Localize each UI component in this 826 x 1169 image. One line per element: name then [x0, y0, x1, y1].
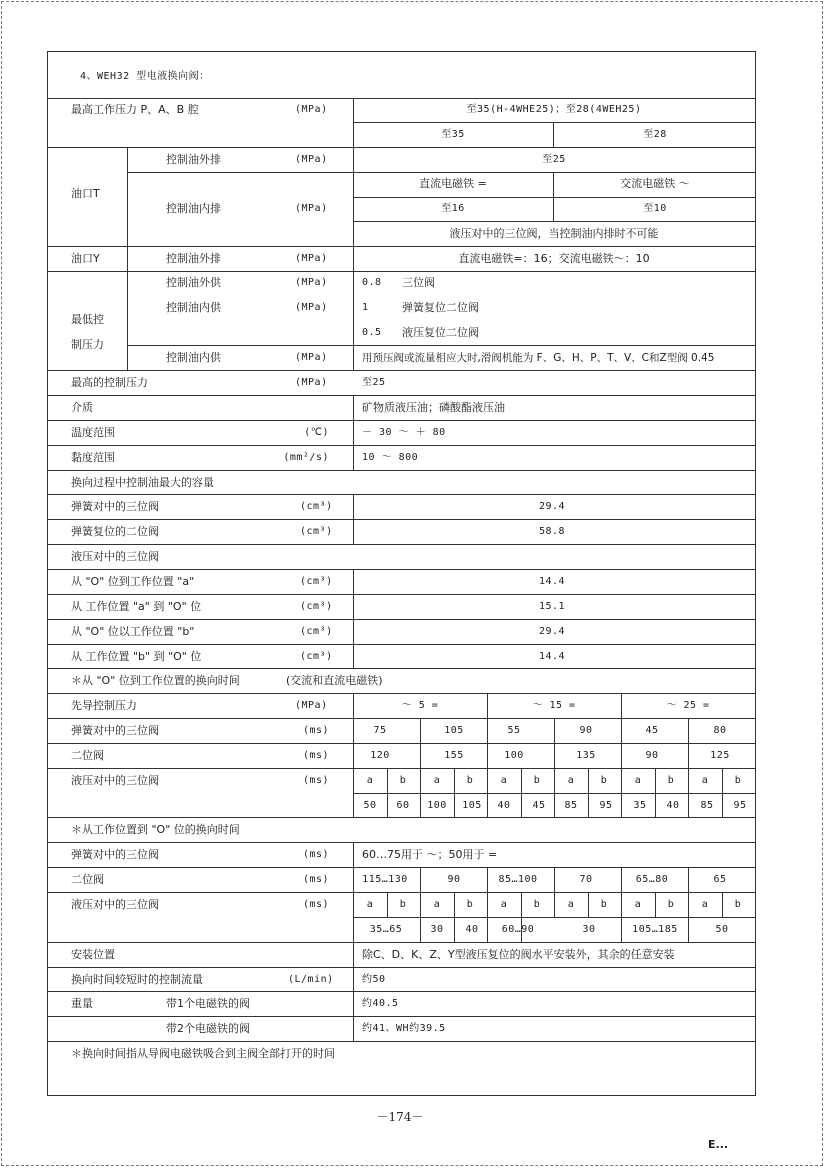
- ab-label: a: [634, 899, 642, 910]
- two-pos-value: 120: [370, 750, 390, 761]
- vol-row-unit: (cm³): [300, 501, 333, 512]
- port-t-label: 油口T: [71, 187, 100, 200]
- corner-mark: E...: [708, 1138, 729, 1151]
- hyd-row-unit: (cm³): [300, 601, 333, 612]
- hyd3-value: 85: [700, 800, 714, 811]
- port-y-value: 直流电磁铁=：16；交流电磁铁～：10: [458, 252, 650, 265]
- ab-label: a: [701, 899, 709, 910]
- hyd3-value: 105: [462, 800, 482, 811]
- hyd-row-label: 从 "O" 位以工作位置 "b": [71, 625, 195, 638]
- min-ctrl-label-1: 最低控: [71, 313, 104, 326]
- sw2-spring3-unit: (ms): [303, 849, 330, 860]
- min-ctrl-ext-supply: 控制油外供: [166, 276, 221, 289]
- hyd3-value: 40: [497, 800, 511, 811]
- sw2-two-value: 70: [579, 874, 593, 885]
- hyd3-value: 85: [564, 800, 578, 811]
- max-pressure-top: 至35(H-4WHE25)；至28(4WEH25): [466, 104, 642, 115]
- sw2-hyd-value: 30: [430, 924, 444, 935]
- sw2-hyd-value: 35…65: [369, 924, 403, 935]
- spring3-label: 弹簧对中的三位阀: [71, 724, 159, 737]
- weight-sub2: 带2个电磁铁的阀: [166, 1022, 250, 1035]
- max-pressure-right: 至28: [643, 129, 667, 140]
- sw1-header-sub: (交流和直流电磁铁): [286, 674, 383, 687]
- ab-label: a: [366, 899, 374, 910]
- temp-value: － 30 ～ ＋ 80: [362, 427, 446, 438]
- min-ctrl-v3: 0.5: [362, 327, 382, 338]
- mount-label: 安装位置: [71, 948, 115, 961]
- sw2-two-value: 115…130: [362, 874, 408, 885]
- pilot-value: ～ 5 =: [401, 700, 439, 711]
- two-pos-unit: (ms): [303, 750, 330, 761]
- pilot-value: ～ 25 =: [666, 700, 710, 711]
- ab-label: b: [600, 775, 608, 786]
- ab-label: b: [533, 899, 541, 910]
- spring3-value: 105: [444, 725, 464, 736]
- port-t-ac-value: 至10: [643, 203, 667, 214]
- sw2-two-value: 65: [713, 874, 727, 885]
- sw2-two-unit: (ms): [303, 874, 330, 885]
- weight-label: 重量: [71, 997, 93, 1010]
- port-t-note: 液压对中的三位阀，当控制油内排时不可能: [449, 227, 659, 240]
- port-t-dc-value: 至16: [441, 203, 465, 214]
- ab-label: b: [399, 775, 407, 786]
- sw2-hyd-value: 30: [582, 924, 596, 935]
- sw2-hyd-value: 40: [465, 924, 479, 935]
- vol-row-value: 29.4: [538, 501, 566, 512]
- hyd-row-value: 15.1: [538, 601, 566, 612]
- ab-label: a: [366, 775, 374, 786]
- hyd3-value: 45: [532, 800, 546, 811]
- hyd3-value: 95: [599, 800, 613, 811]
- page-number: －174－: [376, 1110, 424, 1124]
- hyd3-value: 95: [733, 800, 747, 811]
- two-pos-value: 155: [444, 750, 464, 761]
- vol-row-label: 弹簧复位的二位阀: [71, 525, 159, 538]
- ab-label: a: [500, 775, 508, 786]
- ab-label: a: [701, 775, 709, 786]
- spring3-unit: (ms): [303, 725, 330, 736]
- hyd3-value: 100: [427, 800, 447, 811]
- sw2-hyd-label: 液压对中的三位阀: [71, 898, 159, 911]
- flow-value: 约50: [362, 974, 386, 985]
- port-y-unit: (MPa): [295, 253, 328, 264]
- vol-row-label: 弹簧对中的三位阀: [71, 500, 159, 513]
- hyd3-value: 60: [396, 800, 410, 811]
- port-t-ac: 交流电磁铁 ～: [620, 177, 690, 190]
- sw2-spring3-value: 60…75用于 ～；50用于 =: [362, 848, 498, 861]
- ab-label: b: [600, 899, 608, 910]
- hyd-row-label: 从 工作位置 "a" 到 "O" 位: [71, 600, 202, 613]
- visc-label: 黏度范围: [71, 451, 115, 464]
- min-ctrl-v2: 1: [362, 302, 369, 313]
- min-ctrl-int2-unit: (MPa): [295, 352, 328, 363]
- pilot-unit: (MPa): [295, 700, 328, 711]
- two-pos-value: 90: [645, 750, 659, 761]
- port-t-int-unit: (MPa): [295, 203, 328, 214]
- sw2-two-label: 二位阀: [71, 873, 104, 886]
- two-pos-label: 二位阀: [71, 749, 104, 762]
- ab-label: a: [433, 775, 441, 786]
- max-pressure-left: 至35: [441, 129, 465, 140]
- ab-label: b: [667, 899, 675, 910]
- sw2-spring3-label: 弹簧对中的三位阀: [71, 848, 159, 861]
- ab-label: b: [734, 899, 742, 910]
- hyd-row-unit: (cm³): [300, 576, 333, 587]
- port-y-label: 油口Y: [71, 252, 100, 265]
- max-ctrl-unit: (MPa): [295, 377, 328, 388]
- max-ctrl-value: 至25: [362, 377, 386, 388]
- sw2-hyd-value: 105…185: [632, 924, 678, 935]
- hyd-row-value: 14.4: [538, 576, 566, 587]
- port-t-ext-value: 至25: [542, 154, 566, 165]
- ab-label: b: [734, 775, 742, 786]
- port-t-int-label: 控制油内排: [166, 202, 221, 215]
- weight-v1: 约40.5: [362, 998, 399, 1009]
- ab-label: a: [500, 899, 508, 910]
- port-t-dc: 直流电磁铁 =: [419, 177, 487, 190]
- sw2-two-value: 90: [447, 874, 461, 885]
- ab-label: b: [466, 775, 474, 786]
- max-ctrl-label: 最高的控制压力: [71, 376, 148, 389]
- hyd3-value: 50: [363, 800, 377, 811]
- two-pos-value: 135: [576, 750, 596, 761]
- sw2-hyd-value: 50: [715, 924, 729, 935]
- ab-label: a: [567, 899, 575, 910]
- hyd3-value: 40: [666, 800, 680, 811]
- hyd3-value: 35: [633, 800, 647, 811]
- spring3-value: 75: [373, 725, 387, 736]
- ab-label: b: [466, 899, 474, 910]
- min-ctrl-int-supply: 控制油内供: [166, 301, 221, 314]
- flow-label: 换向时间较短时的控制流量: [71, 973, 203, 986]
- port-t-ext-unit: (MPa): [295, 154, 328, 165]
- temp-unit: (℃): [304, 427, 329, 438]
- hyd3-label: 液压对中的三位阀: [71, 774, 159, 787]
- port-y-sub: 控制油外排: [166, 252, 221, 265]
- min-ctrl-v1: 0.8: [362, 277, 382, 288]
- medium-value: 矿物质液压油；磷酸酯液压油: [362, 401, 505, 414]
- hyd-row-value: 14.4: [538, 651, 566, 662]
- min-ctrl-d3: 液压复位二位阀: [402, 326, 479, 339]
- spring3-value: 80: [713, 725, 727, 736]
- spring3-value: 90: [579, 725, 593, 736]
- min-ctrl-ext-unit: (MPa): [295, 277, 328, 288]
- ab-label: b: [533, 775, 541, 786]
- ab-label: a: [433, 899, 441, 910]
- hyd-row-label: 从 "O" 位到工作位置 "a": [71, 575, 195, 588]
- hyd-header: 液压对中的三位阀: [71, 550, 159, 563]
- sw1-header: ＊从 "O" 位到工作位置的换向时间: [71, 674, 240, 687]
- visc-value: 10 ～ 800: [362, 452, 419, 463]
- mount-value: 除C、D、K、Z、Y型液压复位的阀水平安装外，其余的任意安装: [362, 948, 675, 961]
- vol-header: 换向过程中控制油最大的容量: [71, 476, 214, 489]
- min-ctrl-int2: 控制油内供: [166, 351, 221, 364]
- doc-title: 4、WEH32 型电液换向阀：: [80, 71, 210, 82]
- sw2-hyd-value: 60…90: [501, 924, 535, 935]
- port-t-ext-label: 控制油外排: [166, 153, 221, 166]
- sw2-two-value: 85…100: [498, 874, 538, 885]
- max-pressure-unit: (MPa): [295, 104, 328, 115]
- sw2-hyd-unit: (ms): [303, 899, 330, 910]
- pilot-label: 先导控制压力: [71, 699, 137, 712]
- two-pos-value: 125: [710, 750, 730, 761]
- sw2-header: ＊从工作位置到 "O" 位的换向时间: [71, 823, 240, 836]
- hyd-row-value: 29.4: [538, 626, 566, 637]
- two-pos-value: 100: [504, 750, 524, 761]
- max-pressure-label: 最高工作压力 P、A、B 腔: [71, 103, 199, 116]
- vol-row-value: 58.8: [538, 526, 566, 537]
- spring3-value: 55: [507, 725, 521, 736]
- hyd-row-unit: (cm³): [300, 651, 333, 662]
- hyd-row-unit: (cm³): [300, 626, 333, 637]
- min-ctrl-d2: 弹簧复位二位阀: [402, 301, 479, 314]
- spring3-value: 45: [645, 725, 659, 736]
- min-ctrl-d1: 三位阀: [402, 276, 435, 289]
- vol-row-unit: (cm³): [300, 526, 333, 537]
- min-ctrl-int-unit: (MPa): [295, 302, 328, 313]
- weight-sub1: 带1个电磁铁的阀: [166, 997, 250, 1010]
- hyd-row-label: 从 工作位置 "b" 到 "O" 位: [71, 650, 202, 663]
- temp-label: 温度范围: [71, 426, 115, 439]
- footnote: ＊换向时间指从导阀电磁铁吸合到主阀全部打开的时间: [71, 1047, 335, 1060]
- flow-unit: (L/min): [288, 974, 334, 985]
- visc-unit: (mm²/s): [283, 452, 329, 463]
- min-ctrl-label-2: 制压力: [71, 338, 104, 351]
- pilot-value: ～ 15 =: [532, 700, 576, 711]
- medium-label: 介质: [71, 401, 93, 414]
- hyd3-unit: (ms): [303, 775, 330, 786]
- min-ctrl-int2-value: 用预压阀或流量相应大时,滑阀机能为 F、G、H、P、T、V、C和Z型阀 0.45: [362, 352, 715, 364]
- ab-label: b: [667, 775, 675, 786]
- sw2-two-value: 65…80: [635, 874, 669, 885]
- ab-label: a: [567, 775, 575, 786]
- ab-label: a: [634, 775, 642, 786]
- weight-v2: 约41、WH约39.5: [362, 1023, 446, 1034]
- ab-label: b: [399, 899, 407, 910]
